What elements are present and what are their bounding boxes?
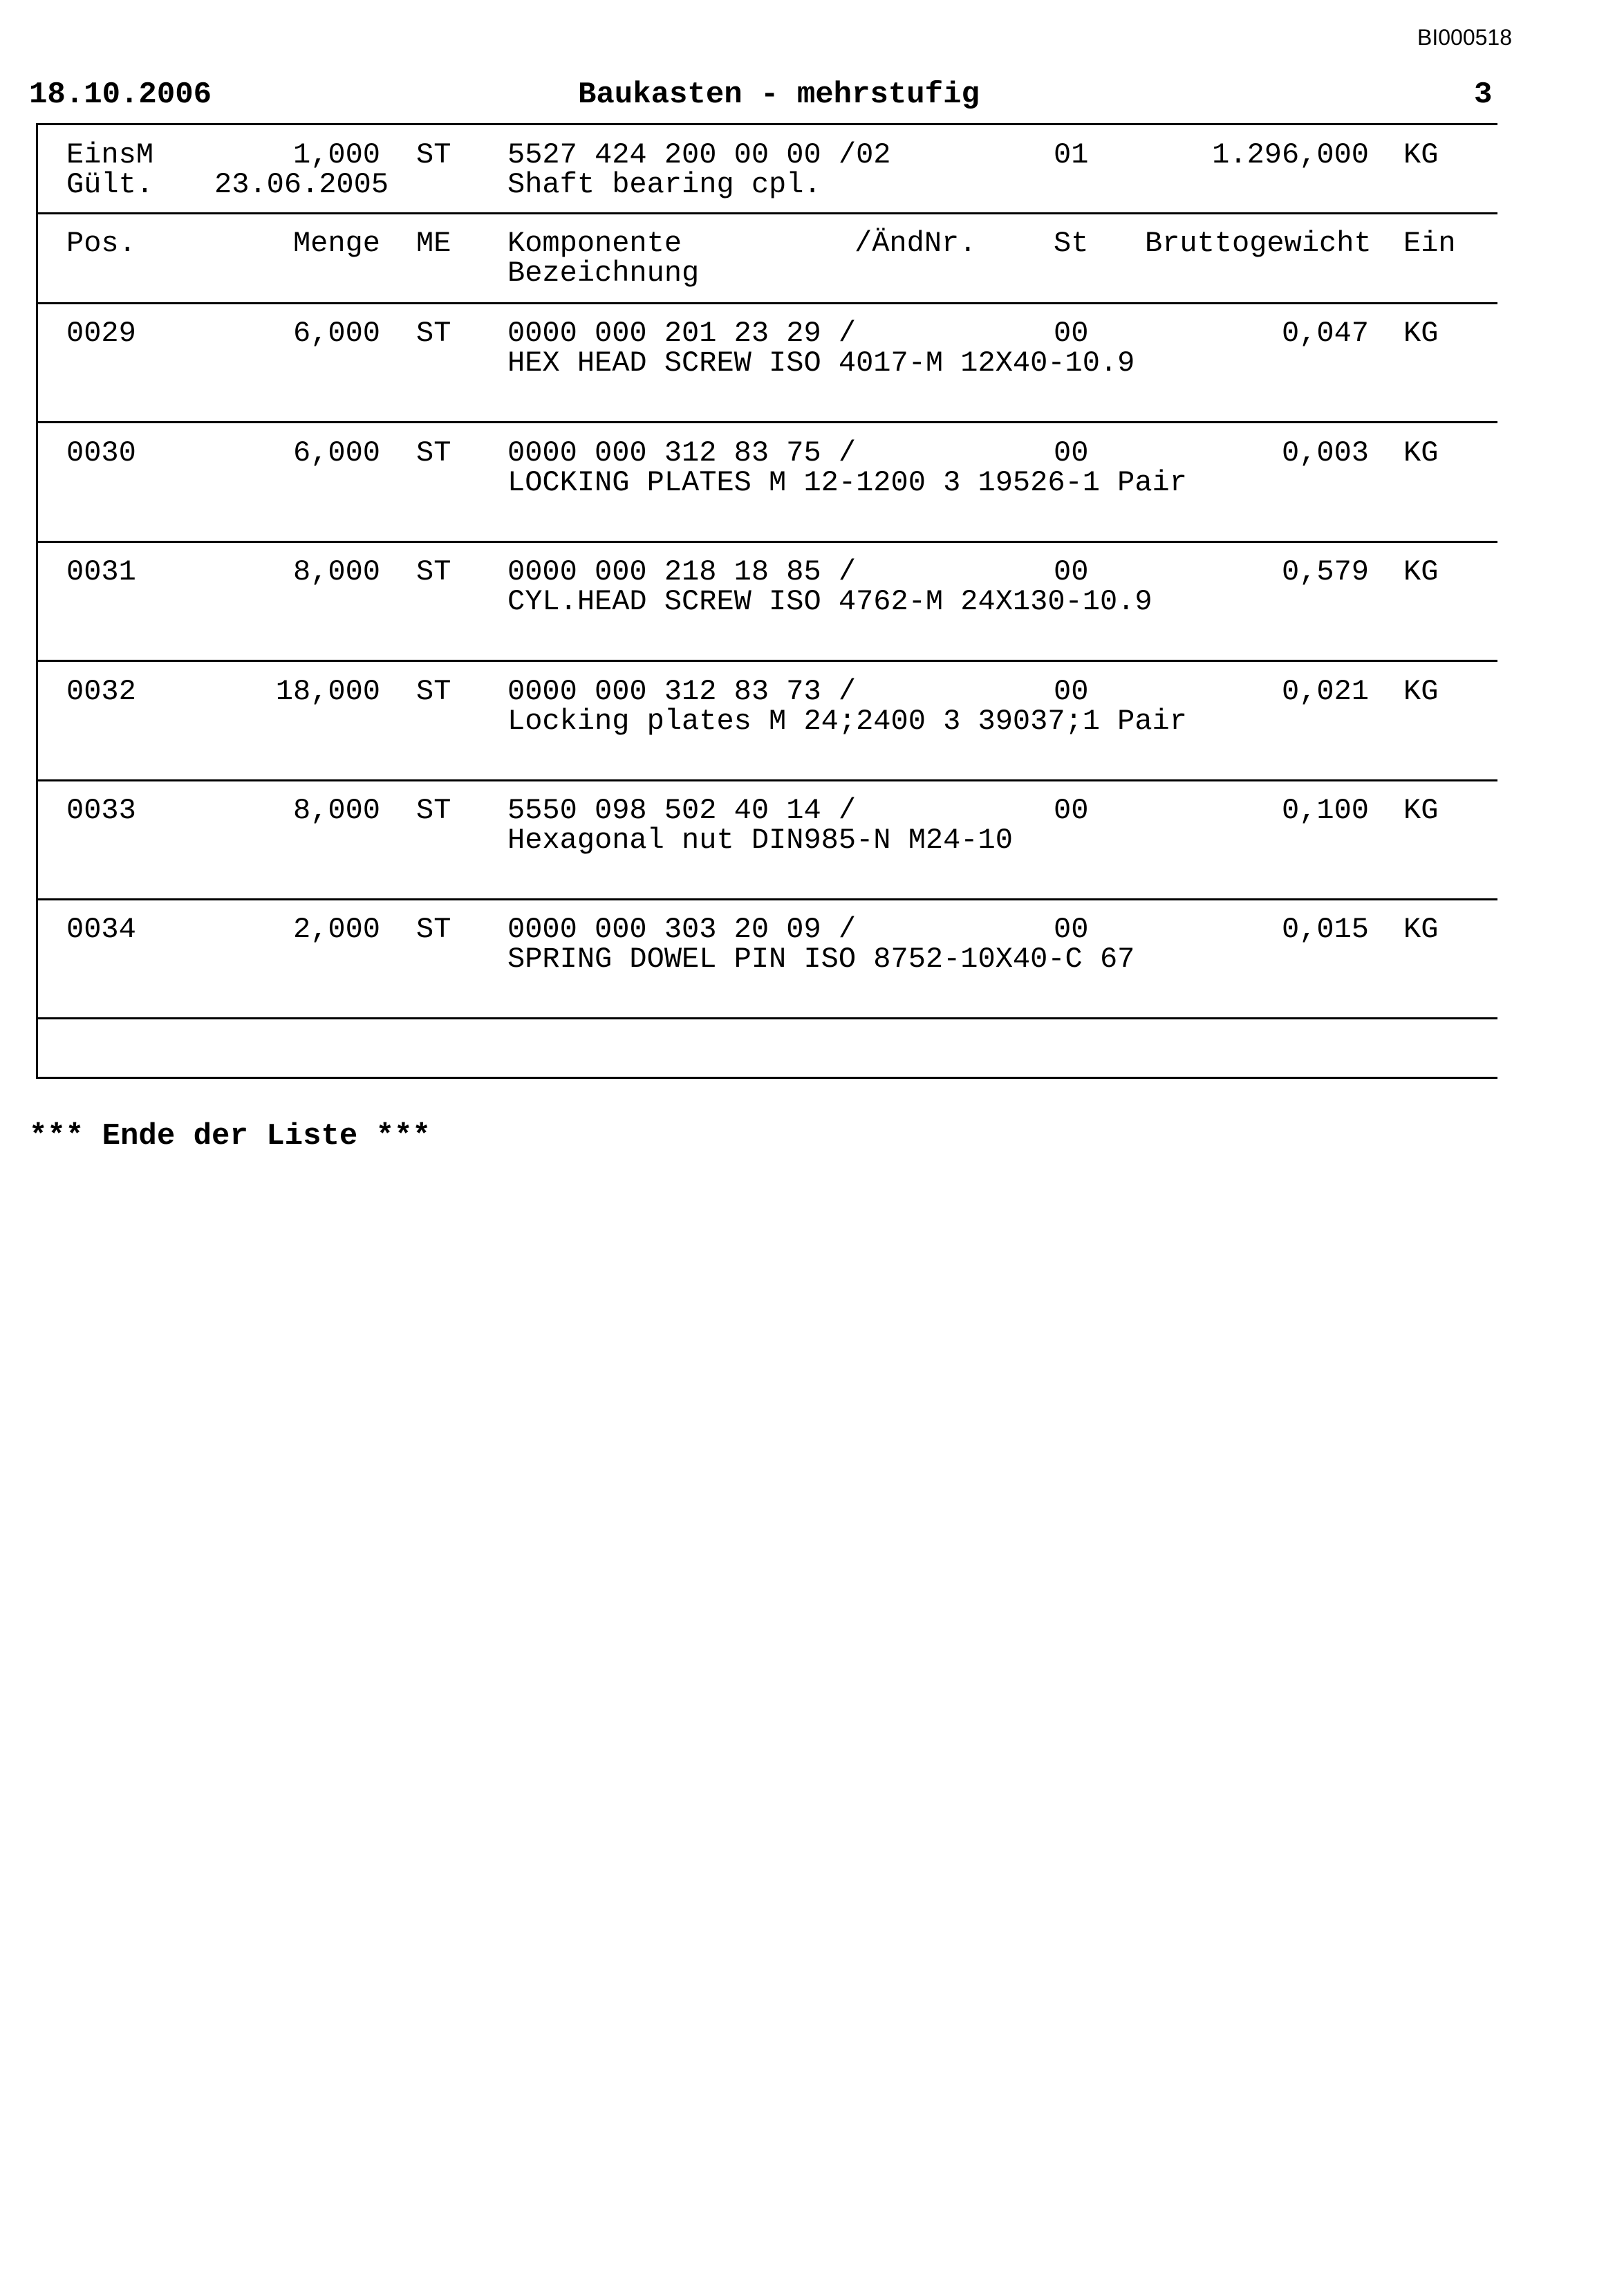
assembly-qty: 1,000 <box>292 138 380 172</box>
row-component: 5550 098 502 40 14 / <box>507 794 857 827</box>
row-weight: 0,015 <box>1281 913 1369 946</box>
col-ein: Ein <box>1403 227 1456 260</box>
assembly-weight: 1.296,000 <box>1212 138 1369 172</box>
row-status: 00 <box>1054 317 1089 350</box>
row-pos: 0030 <box>66 436 136 470</box>
row-weight-unit: KG <box>1403 794 1439 827</box>
row-status: 00 <box>1054 675 1089 708</box>
assembly-status: 01 <box>1054 138 1089 172</box>
row-description: HEX HEAD SCREW ISO 4017-M 12X40-10.9 <box>507 346 1135 380</box>
row-weight: 0,021 <box>1281 675 1369 708</box>
row-qty: 8,000 <box>292 555 380 589</box>
table-left-border <box>36 123 38 1079</box>
row-pos: 0034 <box>66 913 136 946</box>
row-qty: 18,000 <box>275 675 380 708</box>
row-status: 00 <box>1054 794 1089 827</box>
row-description: Hexagonal nut DIN985-N M24-10 <box>507 824 1013 857</box>
row-divider <box>36 898 1497 900</box>
row-weight-unit: KG <box>1403 675 1439 708</box>
document-id: BI000518 <box>1417 25 1513 50</box>
col-komponente: Komponente <box>507 227 682 260</box>
row-weight-unit: KG <box>1403 317 1439 350</box>
col-me: ME <box>416 227 451 260</box>
row-component: 0000 000 218 18 85 / <box>507 555 857 589</box>
assembly-valid-date: 23.06.2005 <box>214 168 389 201</box>
row-status: 00 <box>1054 555 1089 589</box>
row-description: Locking plates M 24;2400 3 39037;1 Pair <box>507 705 1187 738</box>
col-st: St <box>1054 227 1089 260</box>
row-qty: 6,000 <box>292 317 380 350</box>
row-pos: 0033 <box>66 794 136 827</box>
row-qty: 2,000 <box>292 913 380 946</box>
col-bruttogewicht: Bruttogewicht <box>1145 227 1372 260</box>
page-number: 3 <box>1474 77 1493 112</box>
row-divider <box>36 779 1497 781</box>
row-pos: 0032 <box>66 675 136 708</box>
row-pos: 0031 <box>66 555 136 589</box>
row-unit: ST <box>416 913 451 946</box>
row-description: CYL.HEAD SCREW ISO 4762-M 24X130-10.9 <box>507 585 1152 618</box>
row-weight: 0,100 <box>1281 794 1369 827</box>
row-divider <box>36 212 1497 214</box>
row-weight-unit: KG <box>1403 436 1439 470</box>
assembly-valid-label: Gült. <box>66 168 154 201</box>
row-qty: 6,000 <box>292 436 380 470</box>
report-date: 18.10.2006 <box>29 77 212 112</box>
col-menge: Menge <box>292 227 380 260</box>
col-bezeichnung: Bezeichnung <box>507 257 700 290</box>
row-divider <box>36 1017 1497 1019</box>
row-description: SPRING DOWEL PIN ISO 8752-10X40-C 67 <box>507 943 1135 976</box>
row-qty: 8,000 <box>292 794 380 827</box>
row-weight-unit: KG <box>1403 555 1439 589</box>
row-weight-unit: KG <box>1403 913 1439 946</box>
row-unit: ST <box>416 317 451 350</box>
row-weight: 0,047 <box>1281 317 1369 350</box>
row-component: 0000 000 303 20 09 / <box>507 913 857 946</box>
row-weight: 0,579 <box>1281 555 1369 589</box>
row-unit: ST <box>416 675 451 708</box>
row-pos: 0029 <box>66 317 136 350</box>
row-divider <box>36 541 1497 543</box>
row-divider <box>36 302 1497 304</box>
row-unit: ST <box>416 555 451 589</box>
row-component: 0000 000 312 83 75 / <box>507 436 857 470</box>
row-status: 00 <box>1054 913 1089 946</box>
row-divider <box>36 660 1497 662</box>
row-component: 0000 000 201 23 29 / <box>507 317 857 350</box>
col-aendnr: /ÄndNr. <box>855 227 977 260</box>
row-description: LOCKING PLATES M 12-1200 3 19526-1 Pair <box>507 466 1187 499</box>
assembly-qty-label: EinsM <box>66 138 154 172</box>
assembly-weight-unit: KG <box>1403 138 1439 172</box>
row-unit: ST <box>416 794 451 827</box>
table-top-border <box>36 123 1497 125</box>
row-status: 00 <box>1054 436 1089 470</box>
row-weight: 0,003 <box>1281 436 1369 470</box>
assembly-unit: ST <box>416 138 451 172</box>
col-pos: Pos. <box>66 227 136 260</box>
report-title: Baukasten - mehrstufig <box>578 77 980 112</box>
assembly-description: Shaft bearing cpl. <box>507 168 821 201</box>
row-unit: ST <box>416 436 451 470</box>
end-of-list: *** Ende der Liste *** <box>29 1119 431 1154</box>
row-component: 0000 000 312 83 73 / <box>507 675 857 708</box>
assembly-component: 5527 424 200 00 00 /02 <box>507 138 891 172</box>
row-divider <box>36 421 1497 423</box>
table-bottom-border <box>36 1077 1497 1079</box>
